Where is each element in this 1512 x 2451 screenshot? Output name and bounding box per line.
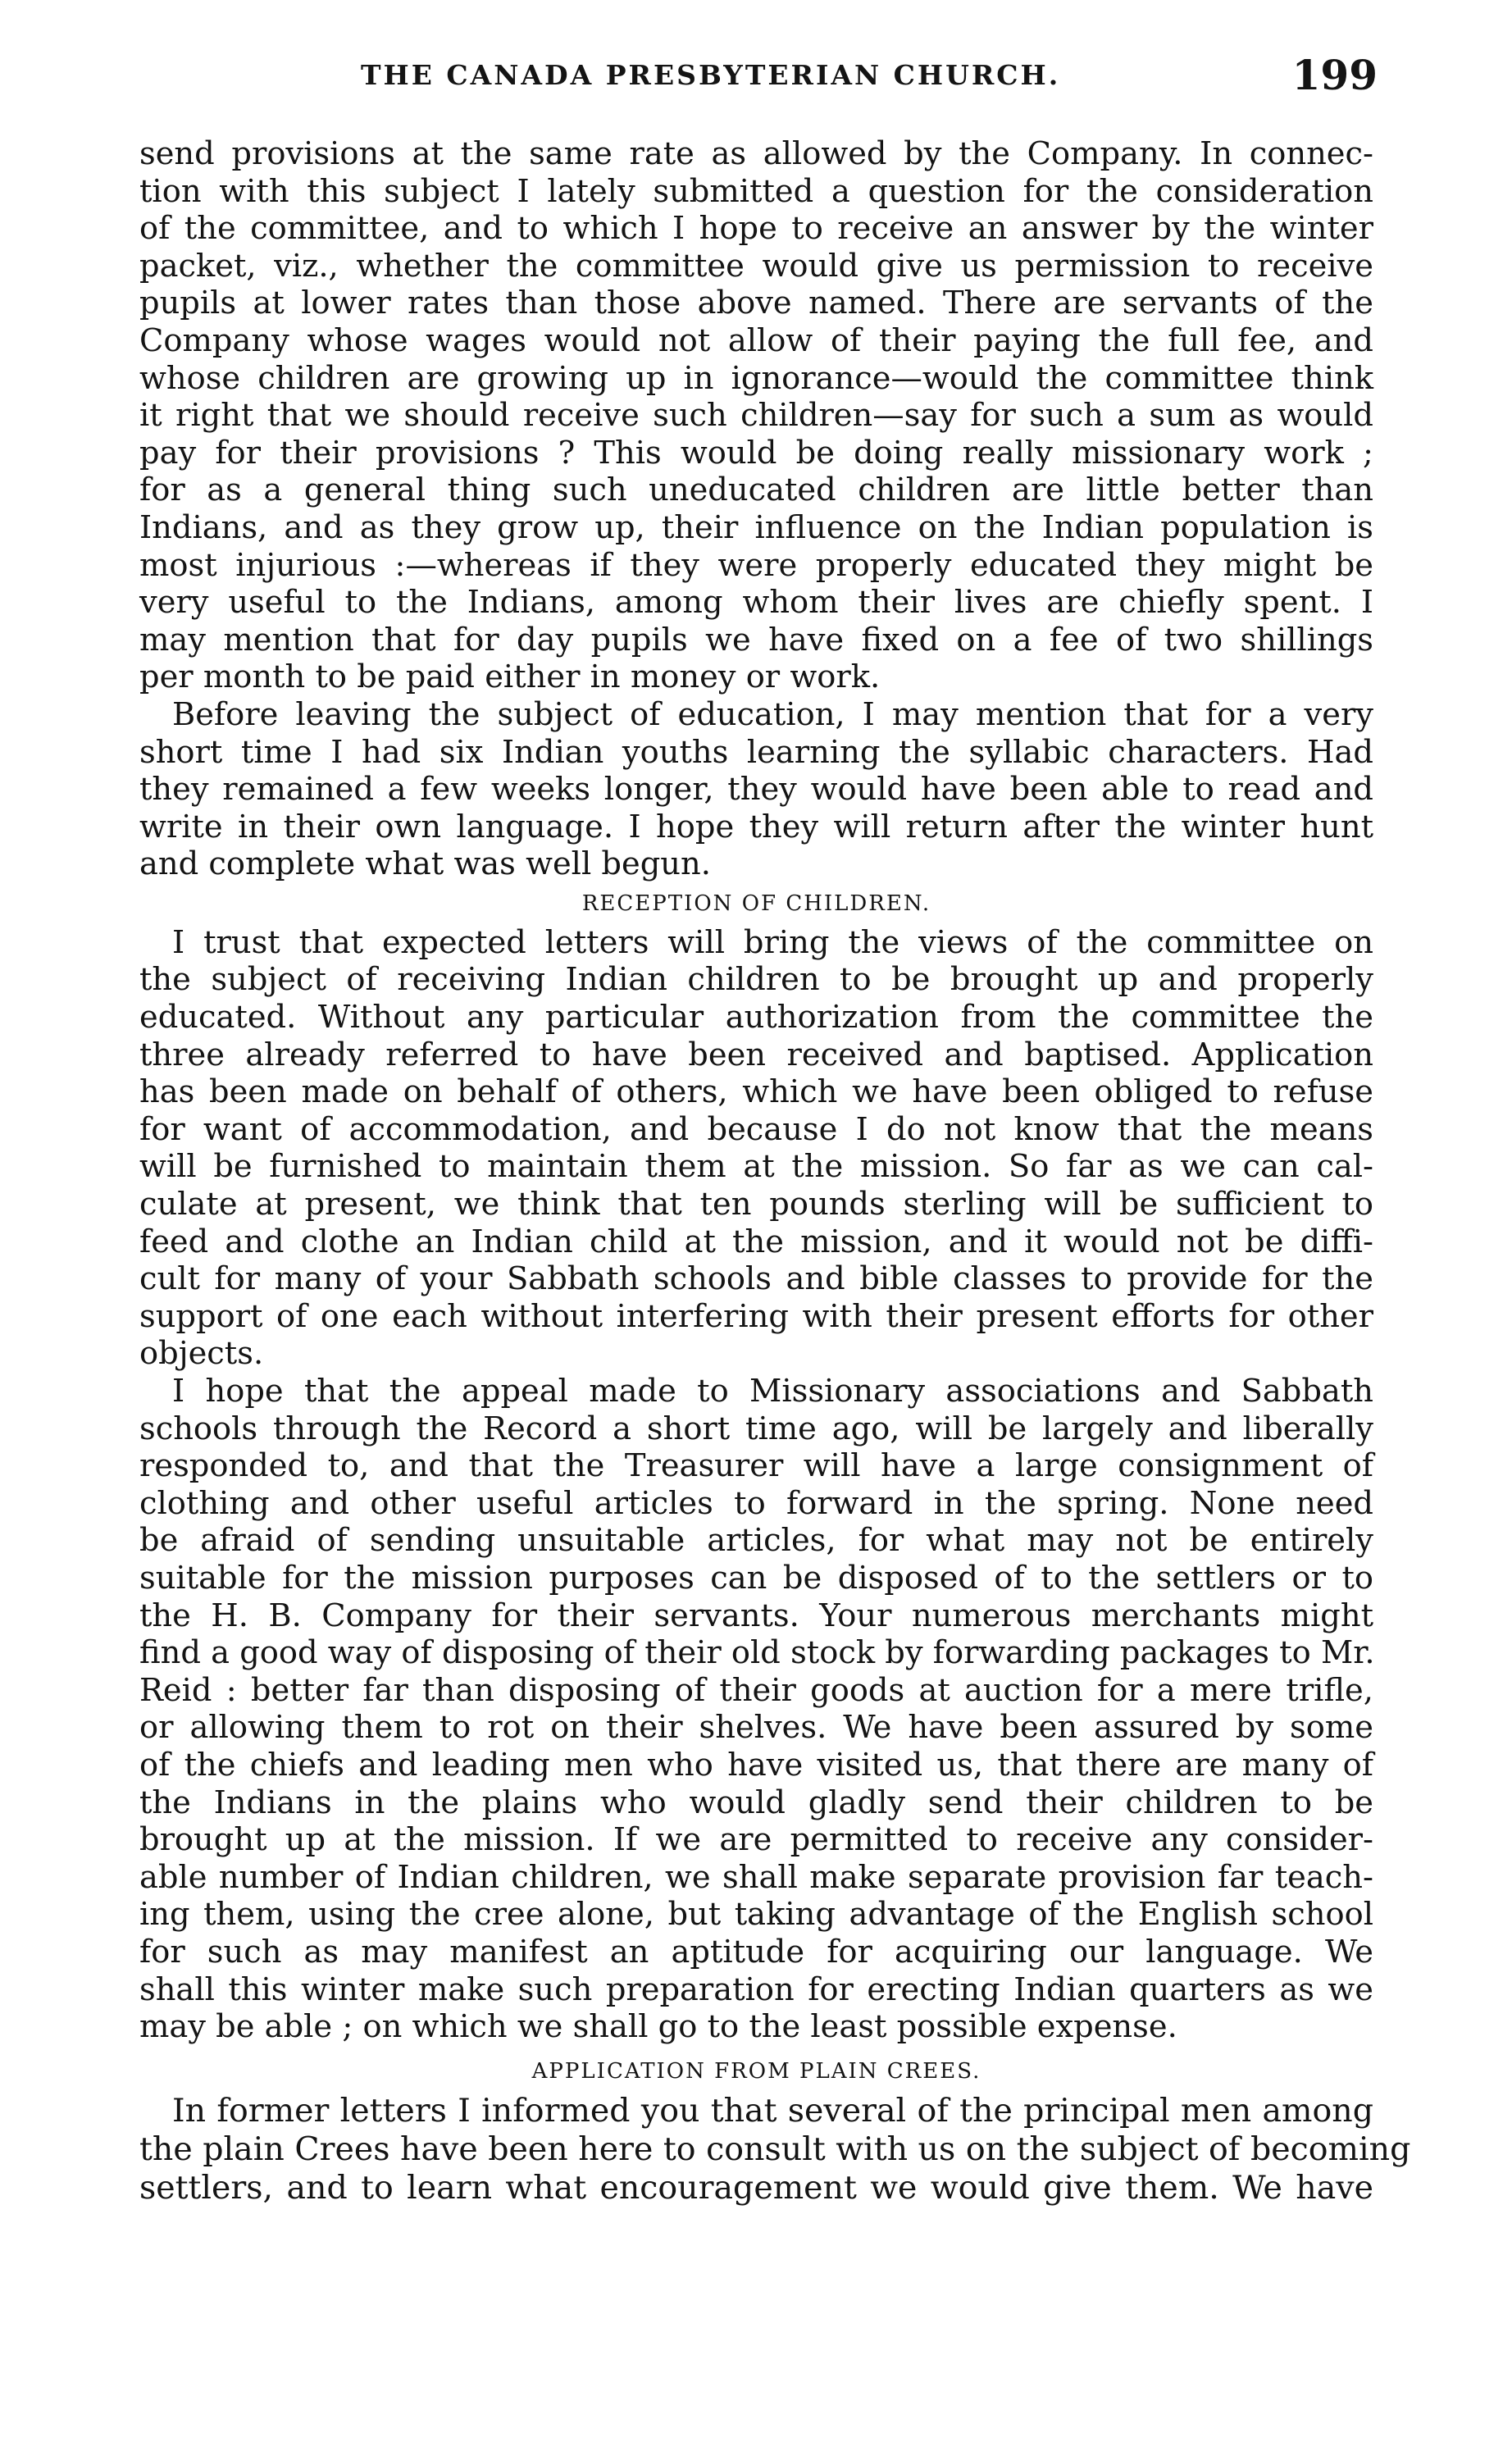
text-line: objects. (139, 1335, 264, 1373)
text-line: for such as may manifest an aptitude for acquiring our language. We (139, 1933, 1373, 1970)
text-line: pay for their provisions ? This would be doing really missionary work ; (139, 434, 1373, 472)
text-line: responded to, and that the Treasurer will have a large consignment of (139, 1447, 1373, 1485)
text-line: Reid : better far than disposing of their goods at auction for a mere trifle, (139, 1671, 1373, 1709)
text-line: very useful to the Indians, among whom their lives are chiefly spent. I (139, 584, 1373, 622)
text-line: the plain Crees have been here to consult with us on the subject of becoming (139, 2130, 1411, 2168)
text-line: has been made on behalf of others, which we have been obliged to refuse (139, 1073, 1373, 1111)
text-line: per month to be paid either in money or work. (139, 658, 881, 696)
text-line: the Indians in the plains who would gladly send their children to be (139, 1784, 1373, 1821)
text-line: write in their own language. I hope they will return after the winter hunt (139, 808, 1373, 845)
text-line: settlers, and to learn what encouragement we would give them. We have (139, 2168, 1373, 2207)
text-line: and complete what was well begun. (139, 845, 711, 883)
text-line: for as a general thing such uneducated children are little better than (139, 472, 1373, 509)
text-line: clothing and other useful articles to forward in the spring. None need (139, 1484, 1373, 1522)
text-line: three already referred to have been received and baptised. Application (139, 1036, 1373, 1073)
text-line: Indians, and as they grow up, their influence on the Indian population is (139, 508, 1373, 546)
text-line: tion with this subject I lately submitted a question for the consideration (139, 172, 1373, 210)
page-number: 199 (1291, 51, 1378, 99)
text-line: they remained a few weeks longer, they would have been able to read and (139, 771, 1373, 809)
text-line: send provisions at the same rate as allowed by the Company. In connec- (139, 135, 1373, 172)
text-line: be afraid of sending unsuitable articles, for what may not be entirely (139, 1522, 1373, 1560)
paragraph-reception (139, 924, 1373, 1373)
paragraph-syllabic-education (139, 696, 1373, 883)
text-line: short time I had six Indian youths learning the syllabic characters. Had (139, 733, 1373, 771)
text-line: support of one each without interfering with their present efforts for other (139, 1297, 1373, 1335)
text-line: schools through the Record a short time ago, will be largely and liberally (139, 1410, 1373, 1447)
text-line: most injurious :—whereas if they were properly educated they might be (139, 546, 1373, 584)
text-line: ing them, using the cree alone, but taking advantage of the English school (139, 1896, 1373, 1934)
text-line: cult for many of your Sabbath schools and bible classes to provide for the (139, 1260, 1373, 1298)
text-line: the subject of receiving Indian children to be brought up and properly (139, 961, 1373, 999)
text-line: Before leaving the subject of education, I may mention that for a very (172, 695, 1373, 733)
paragraph-provisions (139, 135, 1373, 696)
text-line: brought up at the mission. If we are permitted to receive any consider- (139, 1821, 1373, 1859)
text-line: may be able ; on which we shall go to the least possible expense. (139, 2008, 1177, 2046)
text-line: pupils at lower rates than those above named. There are servants of the (139, 285, 1373, 322)
text-line: Company whose wages would not allow of their paying the full fee, and (139, 321, 1373, 359)
text-line: of the chiefs and leading men who have visited us, that there are many of (139, 1746, 1373, 1784)
running-head (148, 51, 1378, 105)
text-line: whose children are growing up in ignorance—would the committee think (139, 359, 1373, 397)
text-line: suitable for the mission purposes can be disposed of to the settlers or to (139, 1559, 1373, 1597)
text-line: of the committee, and to which I hope to receive an answer by the winter (139, 210, 1373, 248)
text-line: shall this winter make such preparation for erecting Indian quarters as we (139, 1970, 1373, 2008)
section-heading-reception: RECEPTION OF CHILDREN. (581, 891, 931, 916)
text-line: may mention that for day pupils we have fixed on a fee of two shillings (139, 621, 1373, 658)
section-heading-plain-crees: APPLICATION FROM PLAIN CREES. (531, 2058, 981, 2084)
paragraph-plain-crees (139, 2091, 1411, 2207)
text-line: or allowing them to rot on their shelves. We have been assured by some (139, 1709, 1373, 1747)
text-line: packet, viz., whether the committee would give us permission to receive (139, 247, 1373, 285)
text-line: I hope that the appeal made to Missionary associations and Sabbath (172, 1373, 1373, 1410)
text-line: culate at present, we think that ten pounds sterling will be sufficient to (139, 1186, 1373, 1223)
running-title: THE CANADA PRESBYTERIAN CHURCH. (361, 59, 1061, 91)
text-line: the H. B. Company for their servants. Your numerous merchants might (139, 1597, 1373, 1634)
text-line: educated. Without any particular authorization from the committee the (139, 999, 1373, 1036)
text-line: find a good way of disposing of their old stock by forwarding packages to Mr. (139, 1634, 1375, 1672)
text-line: able number of Indian children, we shall make separate provision far teach- (139, 1858, 1373, 1896)
paragraph-appeal (139, 1373, 1373, 2046)
text-line: will be furnished to maintain them at the mission. So far as we can cal- (139, 1148, 1373, 1186)
text-line: feed and clothe an Indian child at the mission, and it would not be diffi- (139, 1223, 1373, 1260)
text-line: it right that we should receive such children—say for such a sum as would (139, 397, 1373, 435)
text-line: I trust that expected letters will bring the views of the committee on (172, 923, 1373, 961)
body-text (139, 135, 1411, 2207)
text-line: for want of accommodation, and because I do not know that the means (139, 1110, 1373, 1148)
text-line: In former letters I informed you that several of the principal men among (172, 2091, 1373, 2130)
